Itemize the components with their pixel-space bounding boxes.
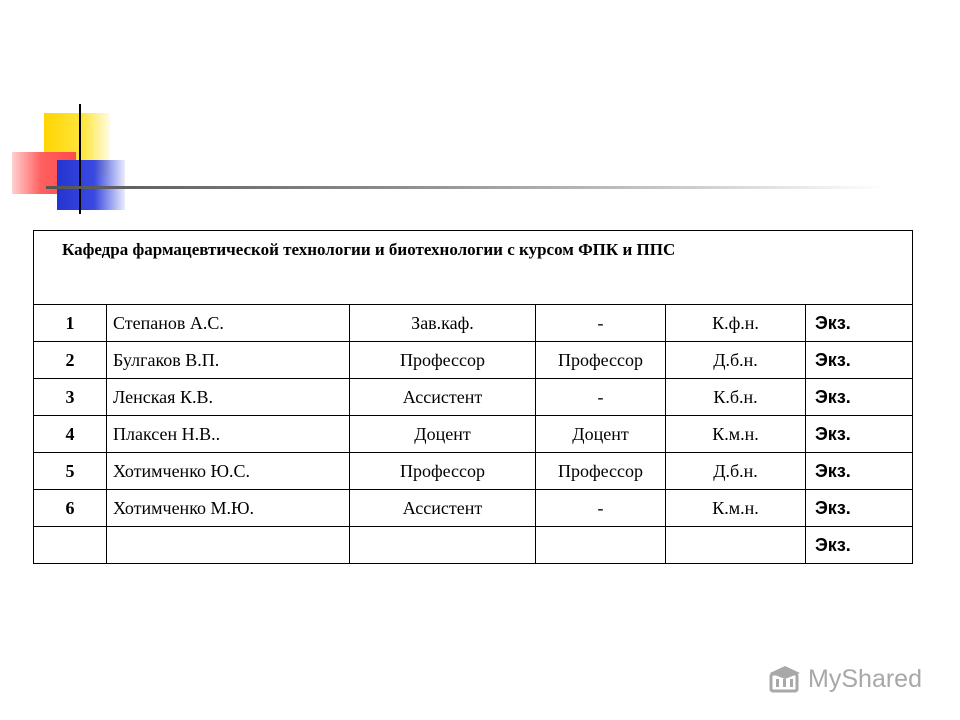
academic-degree-cell: К.ф.н. [666, 305, 806, 342]
row-number-cell: 1 [34, 305, 107, 342]
academic-degree-cell: К.м.н. [666, 490, 806, 527]
academic-title-cell: Профессор [536, 342, 666, 379]
staff-name-cell: Ленская К.В. [107, 379, 350, 416]
decor-blue-square [57, 160, 125, 210]
exam-type-cell: Экз. [806, 379, 913, 416]
academic-degree-cell: К.м.н. [666, 416, 806, 453]
staff-name-cell [107, 527, 350, 564]
academic-title-cell: - [536, 305, 666, 342]
table-heading-row [34, 231, 913, 305]
row-number-cell: 5 [34, 453, 107, 490]
exam-type-cell: Экз. [806, 305, 913, 342]
academic-title-cell: - [536, 490, 666, 527]
table-row [34, 527, 913, 564]
exam-type-cell: Экз. [806, 342, 913, 379]
position-cell: Доцент [350, 416, 536, 453]
academic-title-cell: Профессор [536, 453, 666, 490]
staff-name-cell: Степанов А.С. [107, 305, 350, 342]
exam-type-cell: Экз. [806, 416, 913, 453]
academic-degree-cell [666, 527, 806, 564]
staff-name-cell: Хотимченко Ю.С. [107, 453, 350, 490]
position-cell: Профессор [350, 342, 536, 379]
position-cell [350, 527, 536, 564]
academic-degree-cell: Д.б.н. [666, 342, 806, 379]
row-number-cell: 6 [34, 490, 107, 527]
exam-type-cell: Экз. [806, 490, 913, 527]
staff-name-cell: Плаксен Н.В.. [107, 416, 350, 453]
position-cell: Зав.каф. [350, 305, 536, 342]
staff-name-cell: Хотимченко М.Ю. [107, 490, 350, 527]
table-row [34, 453, 913, 490]
academic-title-cell [536, 527, 666, 564]
table-row [34, 342, 913, 379]
row-number-cell: 4 [34, 416, 107, 453]
decor-horizontal-line [46, 186, 886, 189]
position-cell: Ассистент [350, 379, 536, 416]
exam-type-cell: Экз. [806, 453, 913, 490]
table-row [34, 490, 913, 527]
table-row [34, 416, 913, 453]
academic-degree-cell: К.б.н. [666, 379, 806, 416]
mysharedwatermark [768, 664, 922, 694]
row-number-cell [34, 527, 107, 564]
watermark-text: MyShared [808, 664, 922, 693]
staff-name-cell: Булгаков В.П. [107, 342, 350, 379]
exam-type-cell: Экз. [806, 527, 913, 564]
row-number-cell: 3 [34, 379, 107, 416]
decor-vertical-line [79, 104, 81, 214]
table-row [34, 379, 913, 416]
academic-degree-cell: Д.б.н. [666, 453, 806, 490]
table-row [34, 305, 913, 342]
staff-table [33, 230, 913, 564]
position-cell: Профессор [350, 453, 536, 490]
mortarboard-icon [768, 664, 802, 694]
academic-title-cell: Доцент [536, 416, 666, 453]
position-cell: Ассистент [350, 490, 536, 527]
row-number-cell: 2 [34, 342, 107, 379]
table-heading: Кафедра фармацевтической технологии и биотехнологии с курсом ФПК и ППС [34, 231, 913, 305]
academic-title-cell: - [536, 379, 666, 416]
